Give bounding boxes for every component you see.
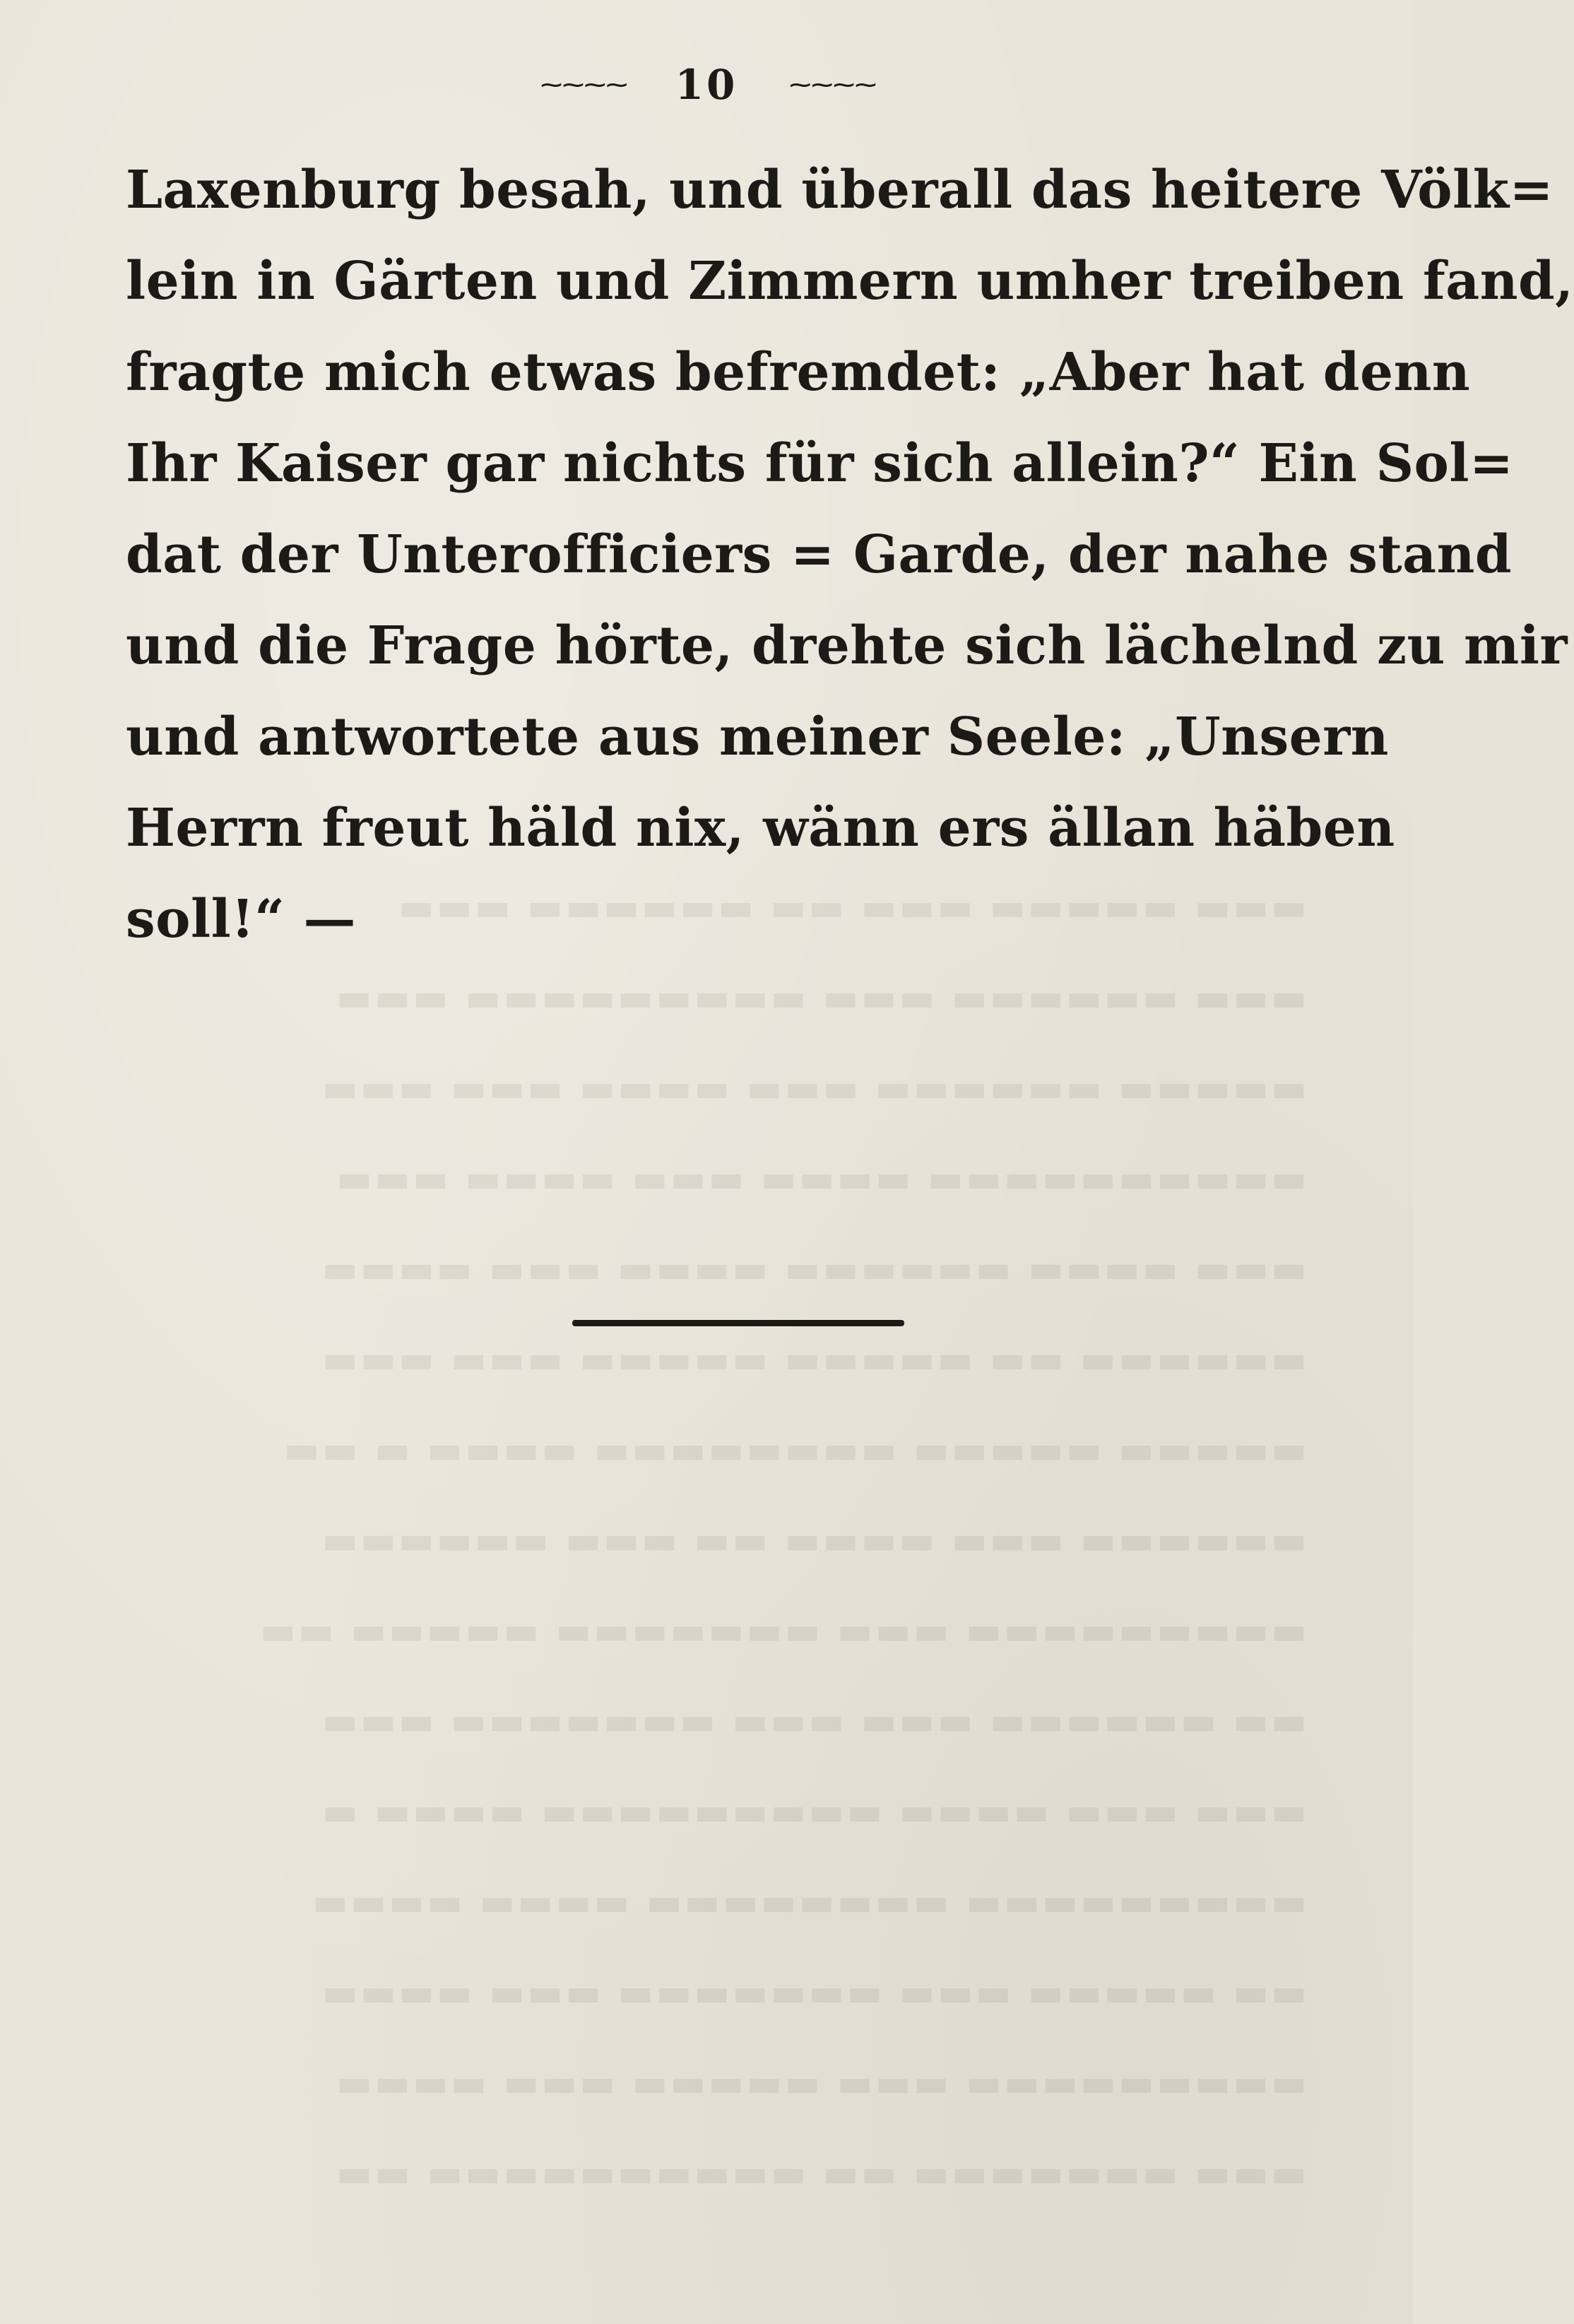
text-line: Ihr Kaiser gar nichts für sich allein?“ Ein Sol=	[126, 433, 1514, 494]
text-line: Laxenburg besah, und überall das heitere Völk=	[126, 160, 1554, 220]
bleed-through-texture: ▬▬▬ ▬▬▬▬▬ ▬▬▬ ▬▬ ▬▬▬▬▬▬ ▬▬▬ ▬▬▬ ▬▬▬▬▬▬ ▬▬▬ ▬▬▬▬▬▬▬▬▬ ▬▬▬ ▬▬▬▬▬ ▬▬▬▬▬▬ ▬▬▬ ▬▬▬▬ ▬▬▬ ▬▬▬ ▬▬▬▬▬▬▬▬▬▬ ▬▬▬▬ ▬▬▬ ▬▬▬▬ ▬▬▬ ▬▬▬ ▬▬▬▬ ▬▬▬▬▬▬ ▬▬▬▬ ▬▬▬ ▬▬▬▬ ▬▬▬▬▬▬ ▬▬ ▬▬▬▬▬ ▬▬▬▬▬ ▬▬▬ ▬▬▬ ▬▬▬▬▬ ▬▬▬▬▬ ▬▬▬▬▬▬▬▬ ▬▬▬▬ ▬ ▬▬ ▬▬▬▬▬▬ ▬▬▬ ▬▬▬▬ ▬▬ ▬▬▬ ▬▬▬▬▬▬ ▬▬▬▬▬▬▬▬▬ ▬▬▬ ▬▬▬▬▬▬▬ ▬▬▬▬▬ ▬▬ ▬▬ ▬▬▬▬▬▬ ▬▬▬ ▬▬▬ ▬▬▬▬▬▬▬ ▬▬▬ ▬▬▬ ▬▬▬ ▬▬▬▬ ▬▬▬▬▬▬▬▬▬ ▬▬▬▬ ▬ ▬▬▬▬▬▬▬▬▬ ▬▬▬▬▬▬▬▬ ▬▬▬▬ ▬▬▬▬ ▬▬ ▬▬▬▬▬ ▬▬▬ ▬▬▬▬▬▬▬ ▬▬▬ ▬▬▬▬ ▬▬▬▬▬▬▬▬▬ ▬▬▬ ▬▬▬▬▬ ▬▬▬ ▬▬▬▬ ▬▬▬ ▬▬▬▬▬▬▬ ▬▬ ▬▬▬▬▬▬▬▬▬▬ ▬▬	[257, 885, 1307, 2195]
text-line: lein in Gärten und Zimmern umher treiben fand,	[126, 251, 1574, 312]
text-line: dat der Unterofficiers = Garde, der nahe stand	[126, 524, 1513, 585]
text-line: fragte mich etwas befremdet: „Aber hat denn	[126, 342, 1471, 403]
body-text	[126, 145, 1574, 965]
page-number: 10	[675, 61, 738, 109]
running-header	[0, 57, 1413, 113]
text-line: soll!“ —	[126, 889, 357, 950]
ornament-left: ~~~~	[538, 73, 626, 96]
text-line: und die Frage hörte, drehte sich lächelnd zu mir	[126, 615, 1568, 676]
text-line: und antwortete aus meiner Seele: „Unsern	[126, 707, 1389, 767]
text-line: Herrn freut häld nix, wänn ers ällan häben	[126, 798, 1395, 859]
section-divider-rule	[572, 1320, 904, 1326]
ornament-right: ~~~~	[787, 73, 875, 96]
